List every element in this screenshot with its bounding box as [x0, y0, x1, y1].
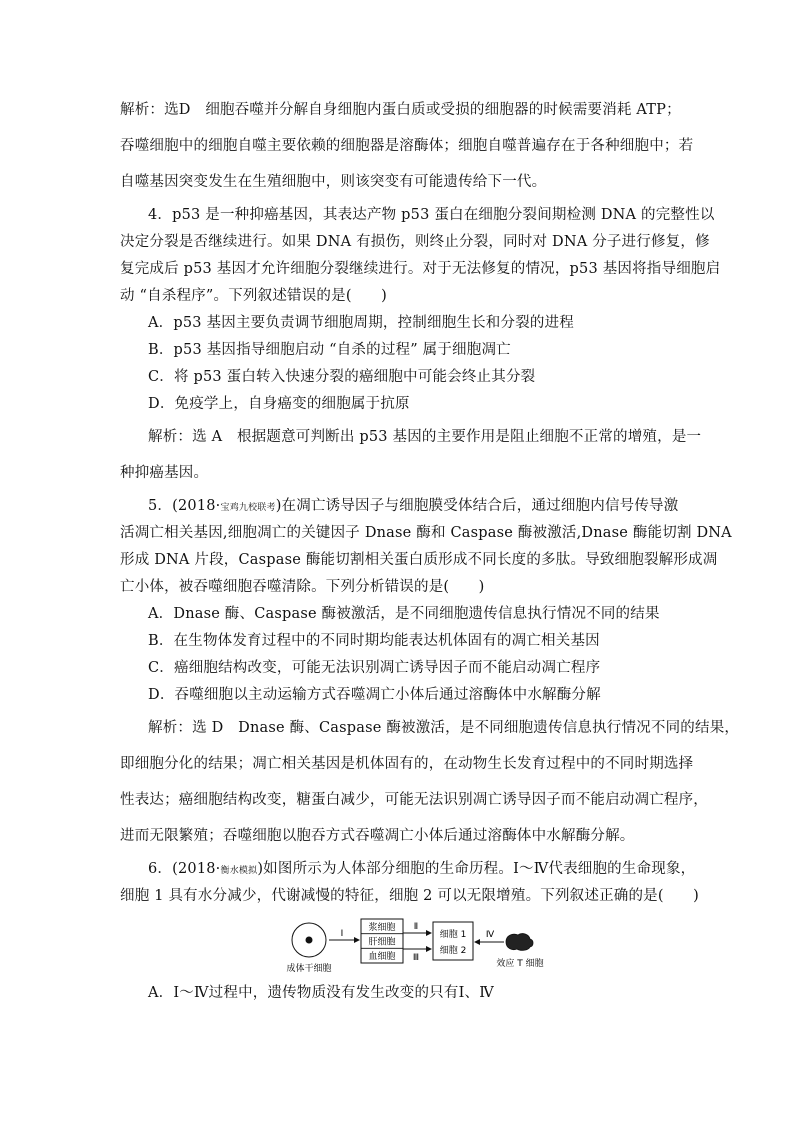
stem-cell-label: 成体干细胞	[286, 964, 332, 974]
question-4-option-a: A．p53 基因主要负责调节细胞周期，控制细胞生长和分裂的进程	[148, 315, 575, 331]
arrow-label-ii: Ⅱ	[413, 922, 419, 932]
question-source: 衡水模拟	[220, 866, 258, 876]
question-5-option-d: D．吞噬细胞以主动运输方式吞噬凋亡小体后通过溶酶体中水解酶分解	[148, 687, 601, 703]
cell-lifecycle-diagram	[284, 918, 554, 976]
text-line: 吞噬细胞中的细胞自噬主要依赖的细胞器是溶酶体；细胞自噬普遍存在于各种细胞中；若	[120, 138, 694, 154]
question-5-stem	[148, 496, 679, 518]
question-4-stem: 动 “自杀程序”。下列叙述错误的是( )	[120, 288, 387, 304]
question-4-answer: 解析：选 A 根据题意可判断出 p53 基因的主要作用是阻止细胞不正常的增殖，是一	[148, 429, 702, 445]
effector-t-cell-label: 效应 T 细胞	[496, 959, 544, 969]
arrow-left-icon	[474, 939, 480, 945]
question-4-option-d: D．免疫学上，自身癌变的细胞属于抗原	[148, 396, 410, 412]
cell-2-label: 细胞 2	[439, 946, 467, 956]
question-4-stem: 决定分裂是否继续进行。如果 DNA 有损伤，则终止分裂，同时对 DNA 分子进行修复，修	[120, 234, 710, 250]
question-number: 5．(2018·	[148, 498, 221, 514]
question-5-answer: 进而无限繁殖；吞噬细胞以胞吞方式吞噬凋亡小体后通过溶酶体中水解酶分解。	[120, 828, 635, 844]
question-5-answer: 解析：选 D Dnase 酶、Caspase 酶被激活，是不同细胞遗传信息执行情况不同的结果，	[148, 720, 740, 736]
arrow-label-iii: Ⅲ	[412, 953, 420, 963]
question-source: 宝鸡九校联考	[220, 503, 276, 513]
blood-cell-label: 血细胞	[368, 952, 396, 962]
stem-cell-nucleus-icon	[306, 937, 313, 944]
plasma-cell-label: 浆细胞	[368, 923, 396, 933]
arrow-right-icon	[426, 930, 432, 936]
question-5-answer: 即细胞分化的结果；凋亡相关基因是机体固有的，在动物生长发育过程中的不同时期选择	[120, 756, 694, 772]
question-5-stem: 活凋亡相关基因,细胞凋亡的关键因子 Dnase 酶和 Caspase 酶被激活,Dnase 酶能切割 DNA	[120, 525, 732, 541]
question-4-stem: 复完成后 p53 基因才允许细胞分裂继续进行。对于无法修复的情况，p53 基因将指导细胞启	[120, 261, 721, 277]
question-6-option-a: A．Ⅰ～Ⅳ过程中，遗传物质没有发生改变的只有Ⅰ、Ⅳ	[148, 985, 494, 1001]
question-5-stem: 形成 DNA 片段，Caspase 酶能切割相关蛋白质形成不同长度的多肽。导致细胞裂解形成凋	[120, 552, 718, 568]
question-text: )如图所示为人体部分细胞的生命历程。Ⅰ～Ⅳ代表细胞的生命现象，	[257, 861, 696, 877]
text-line: 自噬基因突变发生在生殖细胞中，则该突变有可能遗传给下一代。	[120, 174, 547, 190]
question-4-answer: 种抑癌基因。	[120, 465, 209, 481]
text-line: 解析：选D 细胞吞噬并分解自身细胞内蛋白质或受损的细胞器的时候需要消耗 ATP；	[120, 102, 681, 118]
question-5-option-b: B．在生物体发育过程中的不同时期均能表达机体固有的凋亡相关基因	[148, 633, 600, 649]
question-5-option-a: A．Dnase 酶、Caspase 酶被激活，是不同细胞遗传信息执行情况不同的结果	[148, 606, 660, 622]
arrow-label-i: Ⅰ	[340, 929, 344, 939]
arrow-right-icon	[354, 937, 360, 943]
liver-cell-label: 肝细胞	[368, 937, 396, 948]
question-number: 6．(2018·	[148, 861, 221, 877]
question-4-option-c: C．将 p53 蛋白转入快速分裂的癌细胞中可能会终止其分裂	[148, 369, 536, 385]
question-6-stem: 细胞 1 具有水分减少，代谢减慢的特征，细胞 2 可以无限增殖。下列叙述正确的是( )	[120, 888, 699, 904]
question-text: )在凋亡诱导因子与细胞膜受体结合后，通过细胞内信号传导激	[275, 498, 679, 514]
question-4-stem: 4．p53 是一种抑癌基因，其表达产物 p53 蛋白在细胞分裂间期检测 DNA 的完整性以	[148, 207, 715, 223]
question-6-stem	[148, 859, 696, 881]
arrow-label-iv: Ⅳ	[485, 930, 495, 940]
cell-1-label: 细胞 1	[439, 930, 467, 940]
question-5-answer: 性表达；癌细胞结构改变，糖蛋白减少，可能无法识别凋亡诱导因子而不能启动凋亡程序，	[120, 792, 708, 808]
question-4-option-b: B．p53 基因指导细胞启动 “自杀的过程” 属于细胞凋亡	[148, 342, 511, 358]
question-5-stem: 亡小体，被吞噬细胞吞噬清除。下列分析错误的是( )	[120, 579, 485, 595]
effector-t-cell-icon	[506, 934, 533, 951]
arrow-right-icon	[426, 946, 432, 952]
question-5-option-c: C．癌细胞结构改变，可能无法识别凋亡诱导因子而不能启动凋亡程序	[148, 660, 601, 676]
